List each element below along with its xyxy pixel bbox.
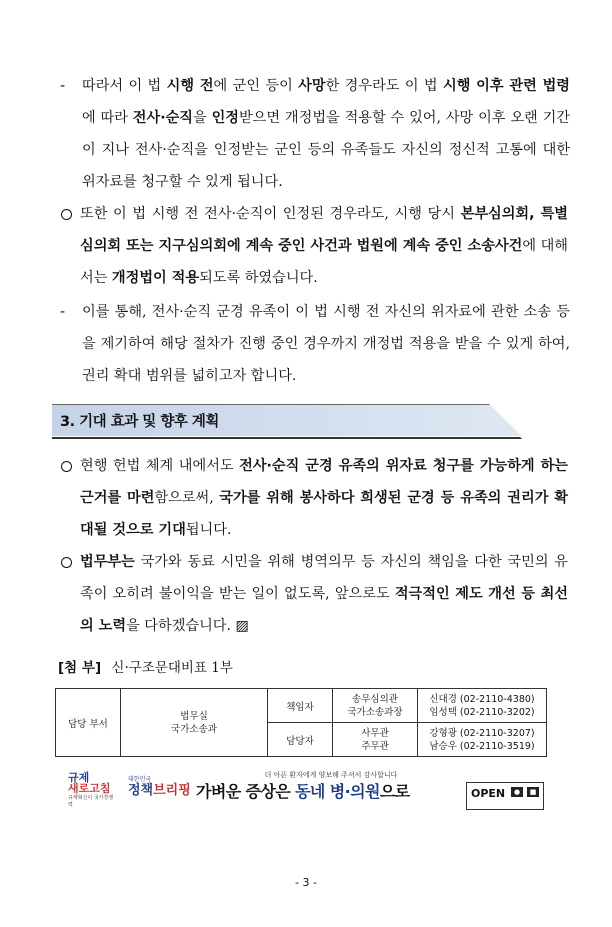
text-run: 에 군인 등이 [213,78,299,94]
dept-cell [121,689,268,757]
text-run: 따라서 이 법 [82,78,167,94]
staff-name-2: 남승우 (02-2110-3519) [429,740,535,752]
dept-line1: 법무실 [180,710,208,722]
attachment-line [58,656,233,676]
text-run: 또한 이 법 시행 전 전사·순직이 인정된 경우라도, 시행 당시 [80,206,461,222]
resp-name-2: 임성택 (02-2110-3202) [429,706,535,718]
paragraph-p5 [58,546,568,642]
paragraph-body [60,296,570,392]
text-run: 에 따라 [82,110,133,126]
circle-bullet-icon [61,209,72,220]
bold-text: 국가를 위해 봉사하다 희생된 군경 등 유족의 권리가 확대될 것으로 기대 [80,490,569,538]
attachment-text: 신·구조문대비표 1부 [111,660,233,676]
text-run: 국가와 동료 시민을 위해 병역의무 등 자신의 책임을 다한 국민의 유족이 오히려 불이익을 받는 일이 없도록, 앞으로도 [80,554,568,602]
staff-name-1: 강형광 (02-2110-3207) [429,727,535,739]
resp-title-2: 국가소송과장 [347,706,403,718]
text-run: 을 [193,110,212,126]
text-run: 에 대해서는 [80,238,568,286]
staff-names [418,723,547,757]
section-title: 3. 기대 효과 및 향후 계획 [60,414,219,430]
circle-bullet-icon [61,557,72,568]
bold-text: 시행 이후 관련 법령 [442,78,571,94]
text-run: 한 경우라도 이 법 [325,78,443,94]
page-number: - 3 - [295,876,317,889]
resp-label: 책임자 [268,689,333,723]
bold-text: 개정법이 적용 [111,270,200,286]
dash-marker: - [60,304,66,320]
staff-label: 담당자 [268,723,333,757]
resp-name-1: 신대경 (02-2110-4380) [429,693,535,705]
staff-title-2: 주무관 [361,740,389,752]
dept-label: 담당 부서 [56,689,121,757]
text-run: 함으로써, [154,490,220,506]
dept-line2: 국가소송과 [171,723,217,735]
open-license-mark: OPEN ● ■ [466,782,544,810]
regulation-logo: 규제 새로고침 규제혁신이 국가경쟁력 [68,771,114,808]
footer-banner [64,768,544,812]
contact-table [55,688,547,757]
text-run: 되도록 하였습니다. [199,270,318,286]
policy-briefing-logo: 대한민국 정책브리핑 [128,776,191,798]
paragraph-body [58,450,568,546]
paragraph-p1 [60,70,570,198]
resp-title-1: 송무심의관 [352,693,398,705]
paragraph-p3 [60,296,570,392]
bold-text: 본부심의회, 특별심의회 또는 지구심의회에 계속 중인 사건과 법원에 계속 중인 소송사건 [80,206,569,254]
resp-names [418,689,547,723]
bold-text: 전사·순직 군경 유족의 위자료 청구를 가능하게 하는 근거를 마련 [80,458,568,506]
paragraph-p2 [58,198,568,294]
bold-text: 인정 [211,110,239,126]
text-run: 이를 통해, 전사·순직 군경 유족이 이 법 시행 전 자신의 위자료에 관한 소송 등을 제기하여 해당 절차가 진행 중인 경우까지 개정법 적용을 받을 수 있게 하여, 권리 확대 범위를 넓히고자 합니다. [82,304,570,384]
bold-text: 사망 [298,78,326,94]
campaign-slogan: 더 아픈 환자에게 양보해 주셔서 감사합니다 가벼운 증상은 동네 병·의원으로 [196,771,410,801]
paragraph-body [58,198,568,294]
paragraph-body [58,546,568,642]
paragraph-p4 [58,450,568,546]
text-run: 받으면 개정법을 적용할 수 있어, 사망 이후 오랜 기간이 지나 전사·순직을 인정받는 군인 등의 유족들도 자신의 정신적 고통에 대한 위자료를 청구할 수 있게 됩니다. [82,110,570,190]
attachment-label: [첨 부] [58,660,102,676]
circle-bullet-icon [61,461,72,472]
staff-title-1: 사무관 [361,727,389,739]
attribution-icon: ● [511,787,523,797]
staff-titles [333,723,418,757]
bold-text: 법무부는 [80,554,135,570]
text-run: 현행 헌법 체계 내에서도 [80,458,240,474]
section-header [52,404,522,436]
no-derivatives-icon: ■ [527,787,539,797]
bold-text: 적극적인 제도 개선 등 최선의 노력 [80,586,568,634]
paragraph-body [60,70,570,198]
bold-text: 전사·순직 [132,110,194,126]
resp-titles [333,689,418,723]
bold-text: 시행 전 [166,78,214,94]
text-run: 을 다하겠습니다. ▨ [126,618,249,634]
text-run: 됩니다. [185,522,232,538]
dash-marker: - [60,78,66,94]
